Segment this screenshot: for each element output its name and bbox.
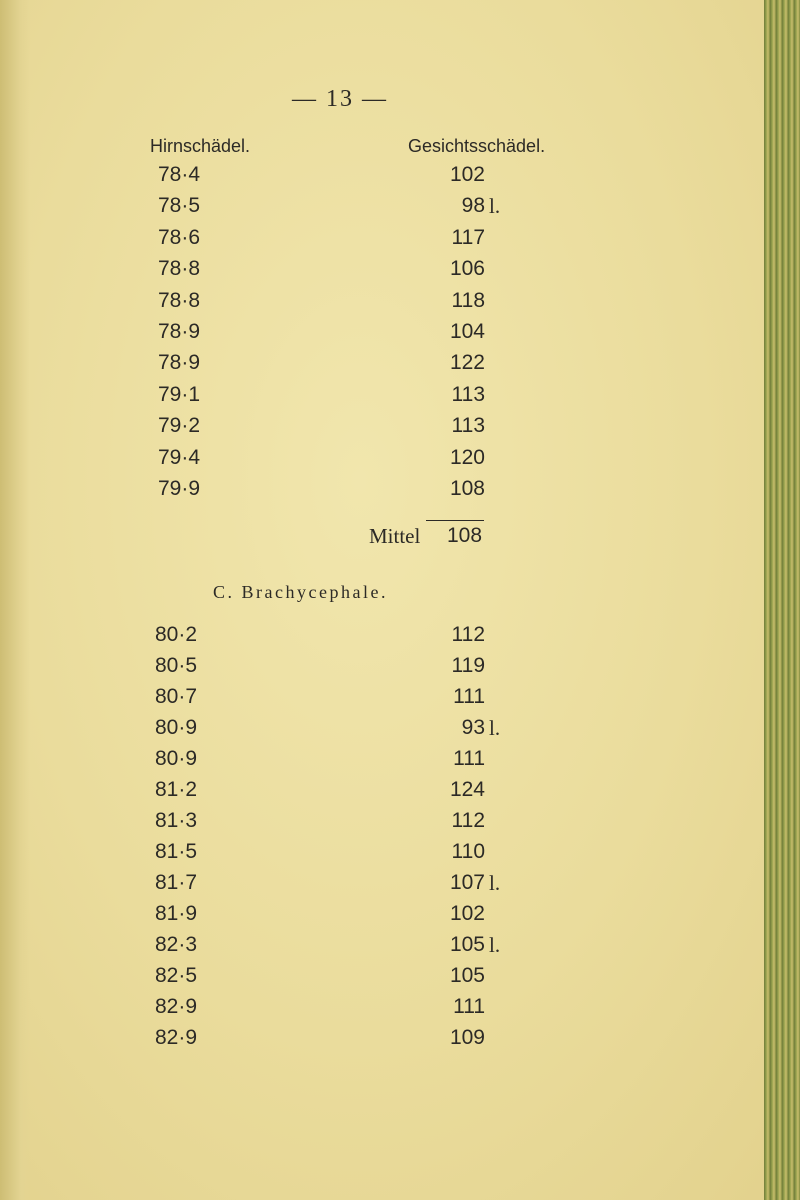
hirnschaedel-value: 79·9 [158,477,201,500]
gesichtsschaedel-value: 105 [449,933,485,956]
table-row [158,320,578,350]
hirnschaedel-value: 79·2 [158,414,201,438]
table-row [158,383,578,413]
row-note: l. [489,871,501,895]
hirnschaedel-value: 81·7 [155,871,198,894]
hirnschaedel-value: 81·2 [155,778,198,801]
table-row [155,840,575,870]
table-row [158,351,578,381]
gesichtsschaedel-value: 98 [461,194,485,218]
table-row [155,623,575,653]
gesichtsschaedel-value: 113 [451,414,485,438]
gesichtsschaedel-value: 107 [449,871,485,894]
hirnschaedel-value: 78·4 [158,163,201,186]
table-row [155,778,575,808]
column-header-gesichtsschaedel: Gesichtsschädel. [408,136,546,156]
table-row [155,716,575,746]
hirnschaedel-value: 78·8 [158,288,201,312]
hirnschaedel-value: 78·5 [158,194,201,218]
table-row [158,257,578,287]
mittel-value: 108 [447,524,483,547]
book-binding-edge [764,0,800,1200]
table-row [155,1026,575,1056]
gesichtsschaedel-value: 110 [451,840,485,863]
gesichtsschaedel-value: 124 [449,778,485,801]
gesichtsschaedel-value: 117 [451,225,485,249]
hirnschaedel-value: 80·2 [155,623,198,646]
gesichtsschaedel-value: 112 [451,809,485,832]
table-row [155,933,575,963]
gesichtsschaedel-value: 112 [451,623,485,646]
gesichtsschaedel-value: 118 [451,288,485,312]
table-row [158,194,578,224]
gesichtsschaedel-value: 113 [451,382,485,406]
hirnschaedel-value: 78·8 [158,257,201,281]
row-note: l. [489,716,501,740]
hirnschaedel-value: 79·4 [158,445,201,469]
hirnschaedel-value: 82·9 [155,995,198,1018]
table-row [158,477,578,507]
gesichtsschaedel-value: 102 [449,902,485,925]
hirnschaedel-value: 80·7 [155,685,198,708]
hirnschaedel-value: 78·6 [158,225,201,249]
hirnschaedel-value: 81·5 [155,840,198,863]
gesichtsschaedel-value: 104 [449,320,485,343]
gesichtsschaedel-value: 105 [449,964,485,987]
table-row [158,446,578,476]
gesichtsschaedel-value: 102 [449,163,485,186]
table-row [155,871,575,901]
gesichtsschaedel-value: 93 [461,716,485,739]
gesichtsschaedel-value: 119 [451,654,485,677]
hirnschaedel-value: 78·9 [158,351,201,375]
table-row [155,902,575,932]
gesichtsschaedel-value: 122 [449,351,485,375]
hirnschaedel-value: 82·3 [155,933,198,956]
hirnschaedel-value: 80·9 [155,747,198,770]
gesichtsschaedel-value: 120 [449,445,485,469]
gesichtsschaedel-value: 111 [453,685,485,708]
page-number: — 13 — [292,86,388,112]
table-row [158,226,578,256]
gesichtsschaedel-value: 106 [449,257,485,281]
gesichtsschaedel-value: 111 [453,995,485,1018]
table-row [155,685,575,715]
table-row [155,654,575,684]
table-row [155,964,575,994]
hirnschaedel-value: 80·9 [155,716,198,739]
hirnschaedel-value: 82·5 [155,964,198,987]
table-row [158,163,578,193]
hirnschaedel-value: 78·9 [158,320,201,343]
table-row [158,289,578,319]
gesichtsschaedel-value: 108 [449,477,485,500]
table-row [155,809,575,839]
mittel-label: Mittel [369,524,421,548]
hirnschaedel-value: 81·9 [155,902,198,925]
hirnschaedel-value: 80·5 [155,654,198,677]
column-header-hirnschaedel: Hirnschädel. [150,136,251,156]
table-row [155,747,575,777]
hirnschaedel-value: 82·9 [155,1026,198,1049]
table-row [158,414,578,444]
mittel-rule [426,520,484,521]
row-note: l. [489,933,501,957]
page-left-edge [0,0,30,1200]
table-row [155,995,575,1025]
row-note: l. [489,194,501,219]
section-title-brachycephale: C. Brachycephale. [213,582,388,602]
hirnschaedel-value: 81·3 [155,809,198,832]
gesichtsschaedel-value: 109 [449,1026,485,1049]
gesichtsschaedel-value: 111 [453,747,485,770]
hirnschaedel-value: 79·1 [158,382,201,406]
